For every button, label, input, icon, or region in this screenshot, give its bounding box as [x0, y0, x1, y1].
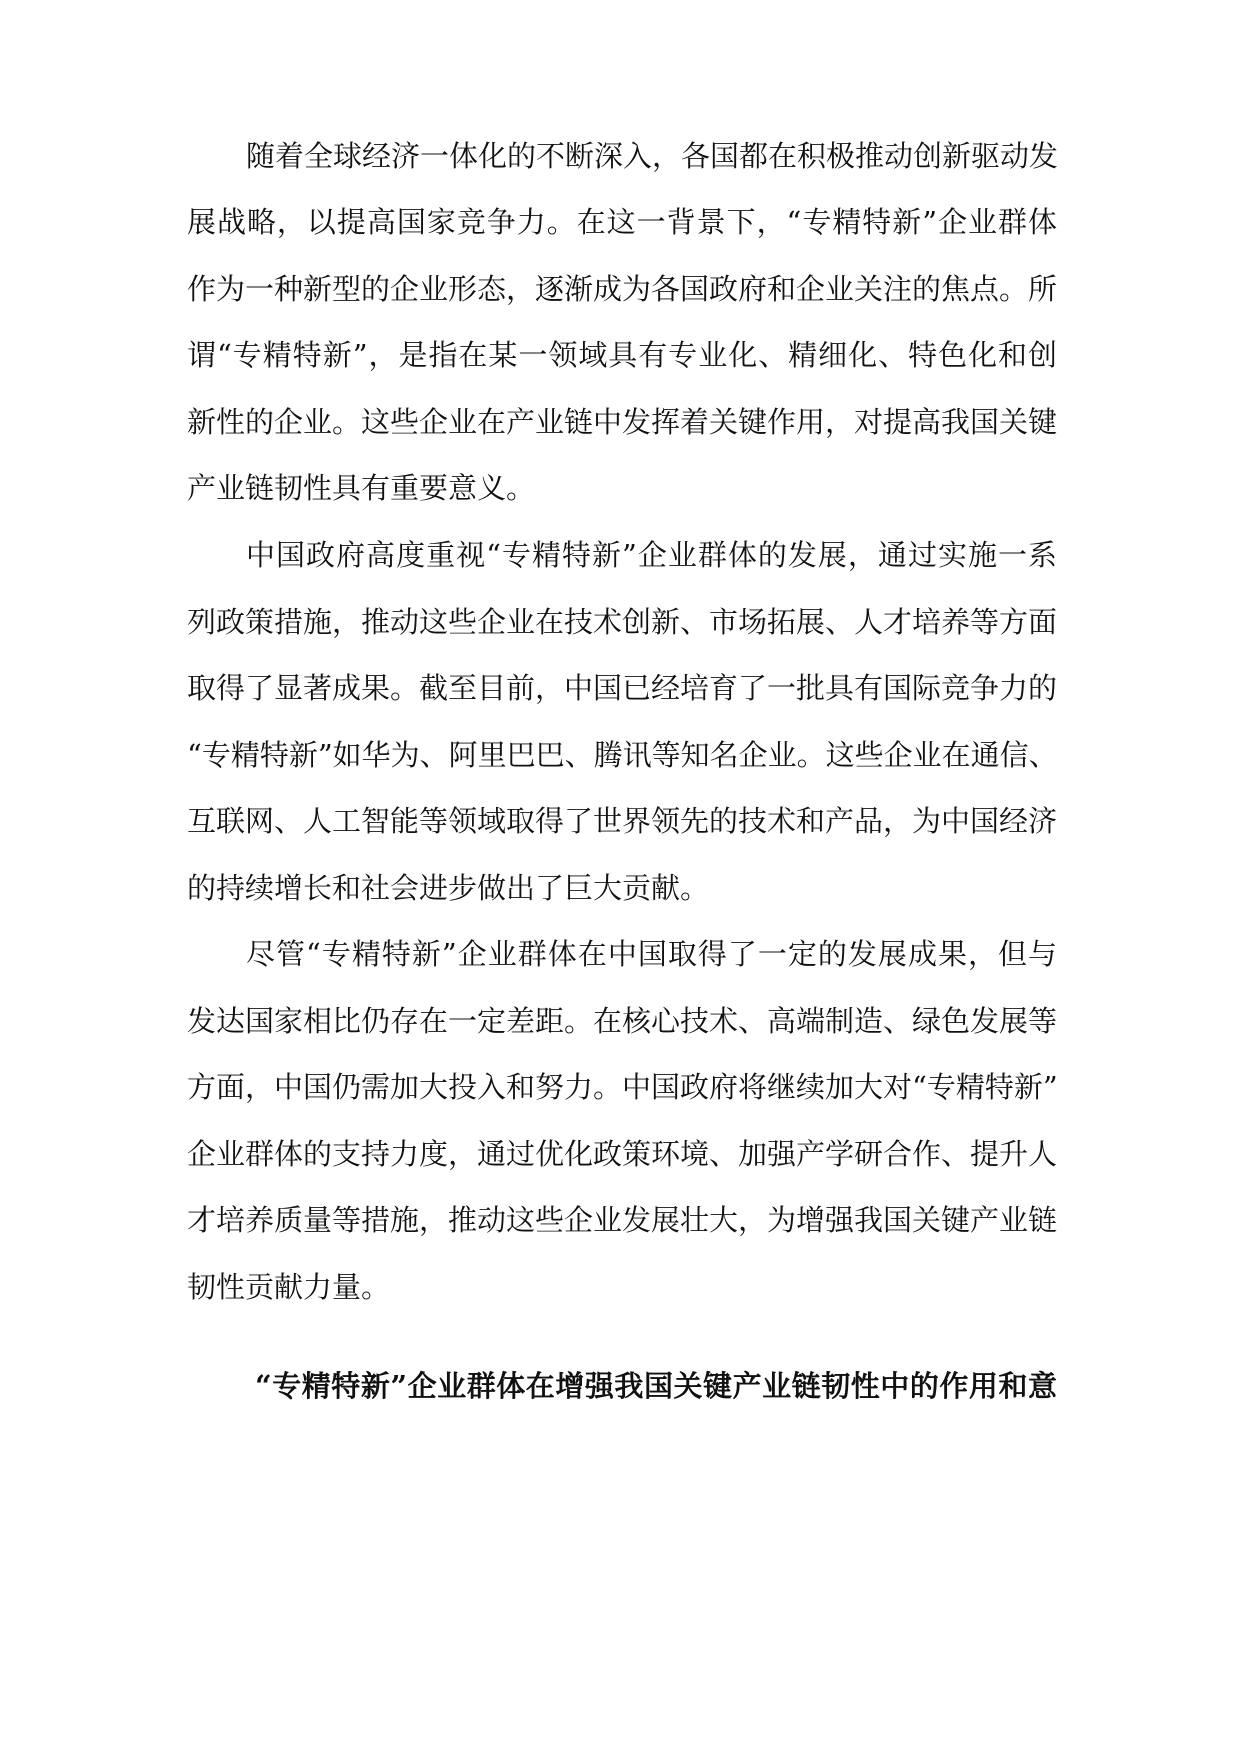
paragraph-line: 互联网、人工智能等领域取得了世界领先的技术和产品，为中国经济 [187, 804, 1058, 838]
paragraph-line: 方面，中国仍需加大投入和努力。中国政府将继续加大对“专精特新” [187, 1070, 1058, 1104]
paragraph-line: 的持续增长和社会进步做出了巨大贡献。 [187, 871, 710, 905]
paragraph-line: 产业链韧性具有重要意义。 [187, 471, 536, 505]
paragraph-line: 新性的企业。这些企业在产业链中发挥着关键作用，对提高我国关键 [187, 405, 1058, 439]
paragraph-line: 展战略，以提高国家竞争力。在这一背景下，“专精特新”企业群体 [187, 205, 1057, 239]
paragraph-line: 发达国家相比仍存在一定差距。在核心技术、高端制造、绿色发展等 [187, 1004, 1058, 1038]
paragraph-line: 谓“专精特新”，是指在某一领域具有专业化、精细化、特色化和创 [187, 338, 1057, 372]
paragraph-line: 取得了显著成果。截至目前，中国已经培育了一批具有国际竞争力的 [187, 671, 1058, 705]
paragraph-line: 随着全球经济一体化的不断深入，各国都在积极推动创新驱动发 [246, 139, 1059, 173]
paragraph-line: 列政策措施，推动这些企业在技术创新、市场拓展、人才培养等方面 [187, 605, 1058, 639]
paragraph-line: “专精特新”如华为、阿里巴巴、腾讯等知名企业。这些企业在通信、 [187, 738, 1058, 772]
paragraph-line: 尽管“专精特新”企业群体在中国取得了一定的发展成果，但与 [246, 937, 1057, 971]
paragraph-line: 中国政府高度重视“专精特新”企业群体的发展，通过实施一系 [246, 538, 1057, 572]
section-heading: “专精特新”企业群体在增强我国关键产业链韧性中的作用和意 [255, 1369, 1057, 1403]
paragraph-line: 才培养质量等措施，推动这些企业发展壮大，为增强我国关键产业链 [187, 1203, 1058, 1237]
paragraph-line: 作为一种新型的企业形态，逐渐成为各国政府和企业关注的焦点。所 [187, 272, 1058, 306]
paragraph-line: 韧性贡献力量。 [187, 1270, 391, 1304]
paragraph-line: 企业群体的支持力度，通过优化政策环境、加强产学研合作、提升人 [187, 1137, 1058, 1171]
